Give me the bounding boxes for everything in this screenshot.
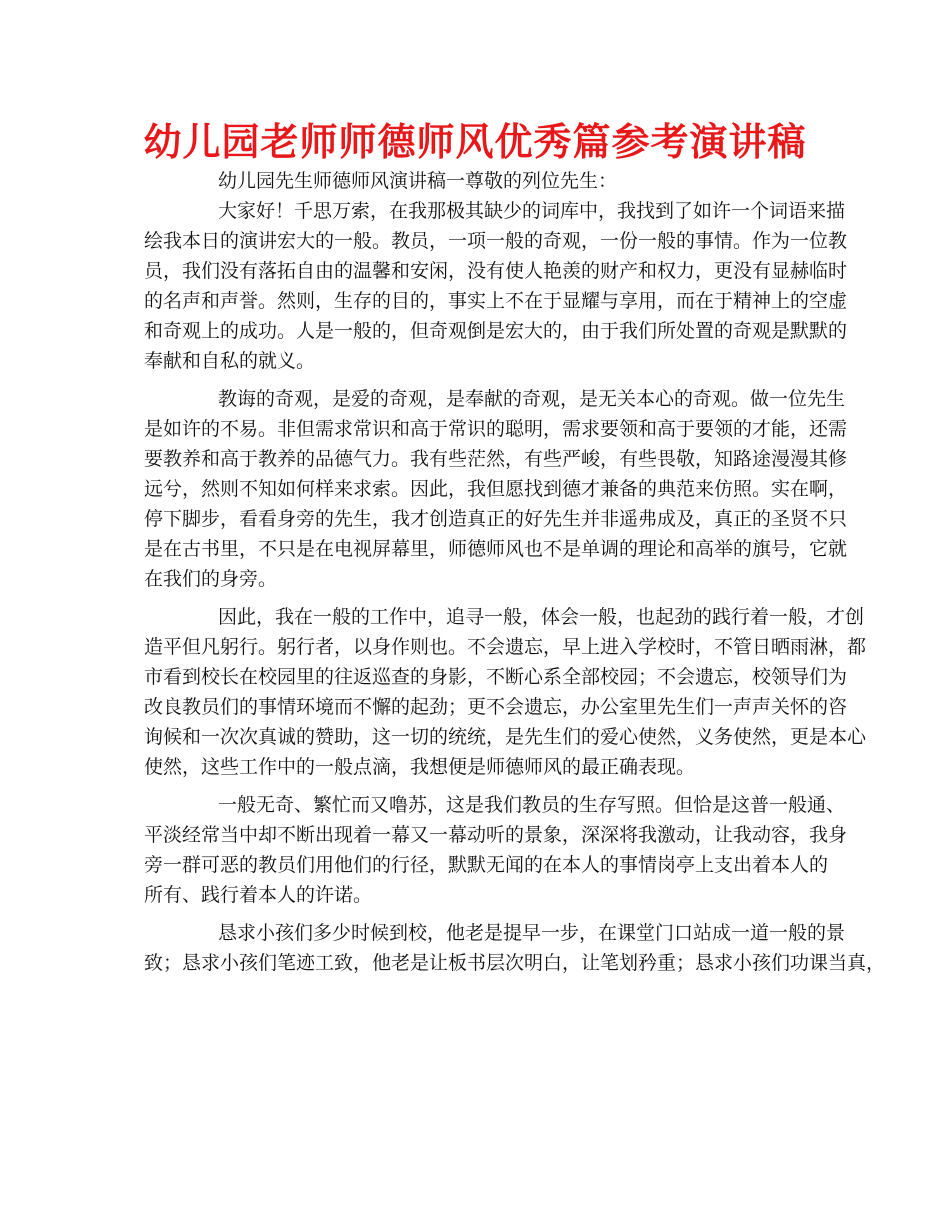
paragraph-line: 和奇观上的成功。人是一般的，但奇观倒是宏大的，由于我们所处置的奇观是默默的 [144, 320, 848, 342]
paragraph [144, 602, 867, 782]
paragraph-line: 停下脚步，看看身旁的先生，我才创造真正的好先生并非遥弗成及，真正的圣贤不只 [144, 508, 848, 530]
paragraph [144, 790, 848, 910]
paragraph-line: 是如许的不易。非但需求常识和高于常识的聪明，需求要领和高于要领的才能，还需 [144, 418, 848, 440]
paragraph-line: 平淡经常当中却不断出现着一幕又一幕动听的景象，深深将我激动，让我动容，我身 [144, 824, 848, 846]
paragraph-line: 远兮，然则不知如何样来求索。因此，我但愿找到德才兼备的典范来仿照。实在啊， [144, 478, 848, 500]
paragraph-gap [144, 376, 812, 384]
paragraph-line: 奉献和自私的就义。 [144, 350, 316, 372]
greeting-line: 幼儿园先生师德师风演讲稿一尊敬的列位先生： [218, 170, 618, 192]
paragraph-gap [144, 910, 812, 918]
paragraph-line: 改良教员们的事情环境而不懈的起劲；更不会遗忘，办公室里先生们一声声关怀的咨 [144, 696, 848, 718]
document-body [144, 166, 886, 978]
paragraph-line: 要教养和高于教养的品德气力。我有些茫然，有些严峻，有些畏敬，知路途漫漫其修 [144, 448, 848, 470]
paragraph-line: 使然，这些工作中的一般点滴，我想便是师德师风的最正确表现。 [144, 756, 696, 778]
paragraph-line: 在我们的身旁。 [144, 568, 278, 590]
paragraph-line: 因此，我在一般的工作中，追寻一般，体会一般，也起劲的践行着一般，才创 [218, 606, 865, 628]
paragraph-line: 恳求小孩们多少时候到校，他老是提早一步，在课堂门口站成一道一般的景 [218, 922, 846, 944]
paragraph-list [144, 196, 886, 978]
paragraph-gap [144, 594, 812, 602]
paragraph-line: 旁一群可恶的教员们用他们的行径，默默无闻的在本人的事情岗亭上支出着本人的 [144, 854, 829, 876]
paragraph-line: 是在古书里，不只是在电视屏幕里，师德师风也不是单调的理论和高举的旗号，它就 [144, 538, 848, 560]
paragraph-line: 市看到校长在校园里的往返巡查的身影，不断心系全部校园；不会遗忘，校领导们为 [144, 666, 848, 688]
paragraph-line: 询候和一次次真诚的赞助，这一切的统统，是先生们的爱心使然，义务使然，更是本心 [144, 726, 867, 748]
paragraph-line: 一般无奇、繁忙而又噜苏，这是我们教员的生存写照。但恰是这普一般通、 [218, 794, 846, 816]
paragraph-line: 绘我本日的演讲宏大的一般。教员，一项一般的奇观，一份一般的事情。作为一位教 [144, 230, 848, 252]
document-title: 幼儿园老师师德师风优秀篇参考演讲稿 [143, 119, 807, 164]
paragraph-line: 的名声和声誉。然则，生存的目的，事实上不在于显耀与享用，而在于精神上的空虚 [144, 290, 848, 312]
paragraph-line: 教诲的奇观，是爱的奇观，是奉献的奇观，是无关本心的奇观。做一位先生 [218, 388, 846, 410]
paragraph-line: 致；恳求小孩们笔迹工致，他老是让板书层次明白，让笔划矜重；恳求小孩们功课当真， [144, 952, 886, 974]
paragraph-line: 造平但凡躬行。躬行者，以身作则也。不会遗忘，早上进入学校时，不管日晒雨淋，都 [144, 636, 867, 658]
paragraph-line: 大家好！千思万索，在我那极其缺少的词库中，我找到了如许一个词语来描 [218, 200, 846, 222]
paragraph-line: 员，我们没有落拓自由的温馨和安闲，没有使人艳羡的财产和权力，更没有显赫临时 [144, 260, 848, 282]
paragraph-gap [144, 782, 812, 790]
paragraph-line: 所有、践行着本人的许诺。 [144, 884, 373, 906]
paragraph [144, 384, 848, 594]
paragraph [144, 196, 848, 376]
paragraph [144, 918, 886, 978]
